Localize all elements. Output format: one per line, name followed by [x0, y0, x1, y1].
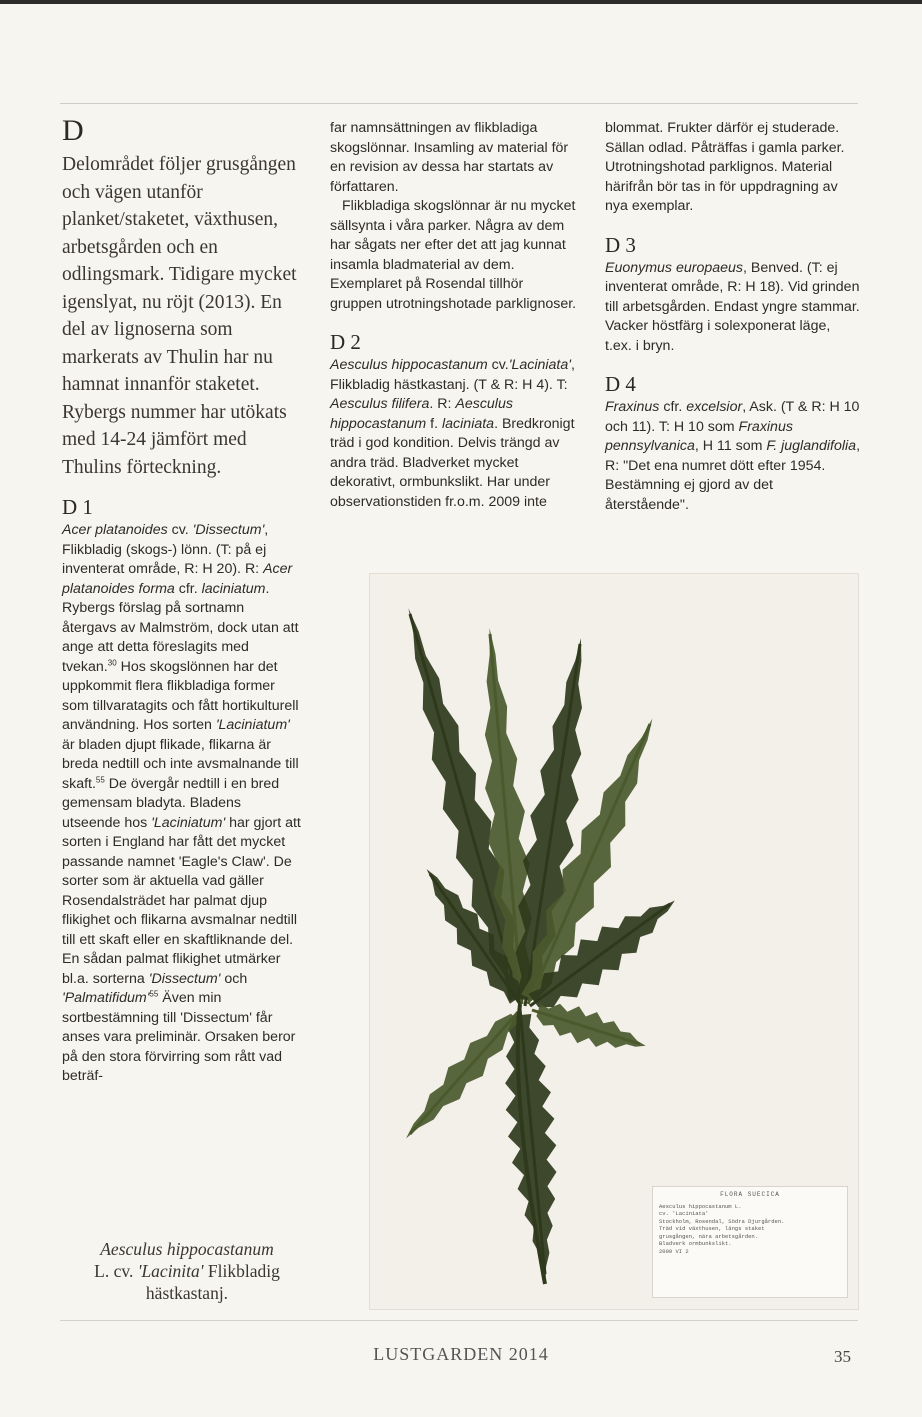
column-3-paragraph: blommat. Frukter därför ej studerade. Sällan odlad. Påträffas i gamla parker. Utrotningshotad parklignos. Material härifrån bör tas in för uppdragning av nya exemplar. — [605, 120, 845, 214]
entry-d2-text: Aesculus hippocastanum cv.'Laciniata', Flikbladig hästkastanj. (T & R: H 4). T: Aesculus filifera. R: Aesculus hippocastanum f. laciniata. Bredkronigt träd i god kondition. Delvis trängd av andra träd. Bladverket mycket dekorativt, ormbunkslikt. Har under observationstiden fr.o.m. 2009 inte — [330, 357, 575, 510]
column-2 — [330, 119, 578, 512]
paragraph: far namnsättningen av flikbladiga skogslönnar. Insamling av material för en revision av dessa har startats av författaren. — [330, 120, 569, 195]
footer-rule — [60, 1320, 858, 1321]
page-number: 35 — [834, 1347, 851, 1366]
section-intro-text: Delområdet följer grusgången och vägen utanför planket/staketet, växthusen, arbetsgården och en odlingsmark. Tidigare mycket igenslyat, nu röjt (2013). En del av lignoserna som markerats av Thulin har nu hamnat innanför staketet. Rybergs nummer har utökats med 14-24 jämfört med Thulins förteckning. — [62, 154, 297, 478]
top-edge-bar — [0, 0, 922, 4]
entry-d1-text: Acer platanoides cv. 'Dissectum', Flikbladig (skogs-) lönn. (T: på ej inventerat område, R: H 20). R: Acer platanoides forma cfr. laciniatum. Rybergs förslag på sortnamn återgavs av Malmström, dock utan att ange att detta föreslagits med tvekan.$^{30}$ Hos skogslönnen har det uppkommit flera flikbladiga former som tillvaratagits och fått hortikulturell användning. Hos sorten 'Laciniatum' är bladen djupt flikade, flikarna är breda nedtill och inte avsmalnande till skaft.$^{55}$ De övergår nedtill i en bred gemensam bladyta. Bladens utseende hos 'Laciniatum' har gjort att sorten i England har fått det mycket passande namnet 'Eagle's Claw'. De sorter som är aktuella vad gäller Rosendalsträdet har palmat djup flikighet och flikarna avsmalnar nedtill till ett skaft eller en skaftliknande del. En sådan palmat flikighet utmärker bl.a. sorterna 'Dissectum' och '$Palmatifidum'^{55}$ Även min sortbestämning till 'Dissectum' får anses vara preliminär. Orsaken beror på den stora förvirring som rått vad beträf- — [62, 522, 301, 1084]
entry-heading-d2: D 2 — [330, 330, 361, 354]
figure-caption: Aesculus hippocastanum L. cv. 'Lacinita' Flikbladig hästkastanj. — [94, 1239, 280, 1303]
entry-heading-d3: D 3 — [605, 232, 636, 257]
header-rule — [60, 103, 858, 104]
entry-heading-d1: D 1 — [62, 495, 93, 519]
herbarium-label-title: FLORA SUECICA — [720, 1191, 780, 1198]
herbarium-specimen-photo — [370, 574, 858, 1309]
leaflet — [536, 1004, 645, 1048]
leaflet — [406, 1014, 520, 1139]
column-1 — [62, 115, 302, 1087]
footnote-ref: 30 — [107, 657, 117, 667]
section-heading-d: D — [62, 114, 85, 147]
herbarium-label: FLORA SUECICA Aesculus hippocastanum L. cv. 'Laciniata' Stockholm, Rosendal, Södra Djurgården. Träd vid växthusen, längs staket grusgången, nära arbetsgården. Bladverk ormbunkslikt. 2009 VI 2 — [652, 1186, 848, 1298]
column-2-paragraphs — [330, 119, 578, 314]
entry-heading-d4: D 4 — [605, 372, 636, 396]
column-3 — [605, 119, 860, 515]
leaflet — [505, 1014, 556, 1280]
footnote-ref: 55 — [95, 774, 105, 784]
paragraph: Flikbladiga skogslönnar är nu mycket sällsynta i våra parker. Några av dem har sågats ner efter det att jag kunnat insamla bladmaterial av dem. Exemplaret på Rosendal tillhör gruppen utrotningshotade parklignoser. — [330, 198, 577, 312]
magazine-footer: LUSTGARDEN 2014 — [373, 1344, 549, 1364]
entry-d4-text: Fraxinus cfr. excelsior, Ask. (T & R: H 10 och 11). T: H 10 som Fraxinus pennsylvanica, H 11 som F. juglandifolia, R: "Det ena numret dött efter 1954. Bestämning ej gjord av det återstående". — [605, 399, 861, 513]
footnote-ref: 55 — [149, 989, 159, 999]
entry-d3-text: Euonymus europaeus, Benved. (T: ej inventerat område, R: H 18). Vid grinden till arbetsgården. Endast yngre stammar. Vacker höstfärg i solexponerat läge, t.ex. i bryn. — [605, 259, 860, 354]
